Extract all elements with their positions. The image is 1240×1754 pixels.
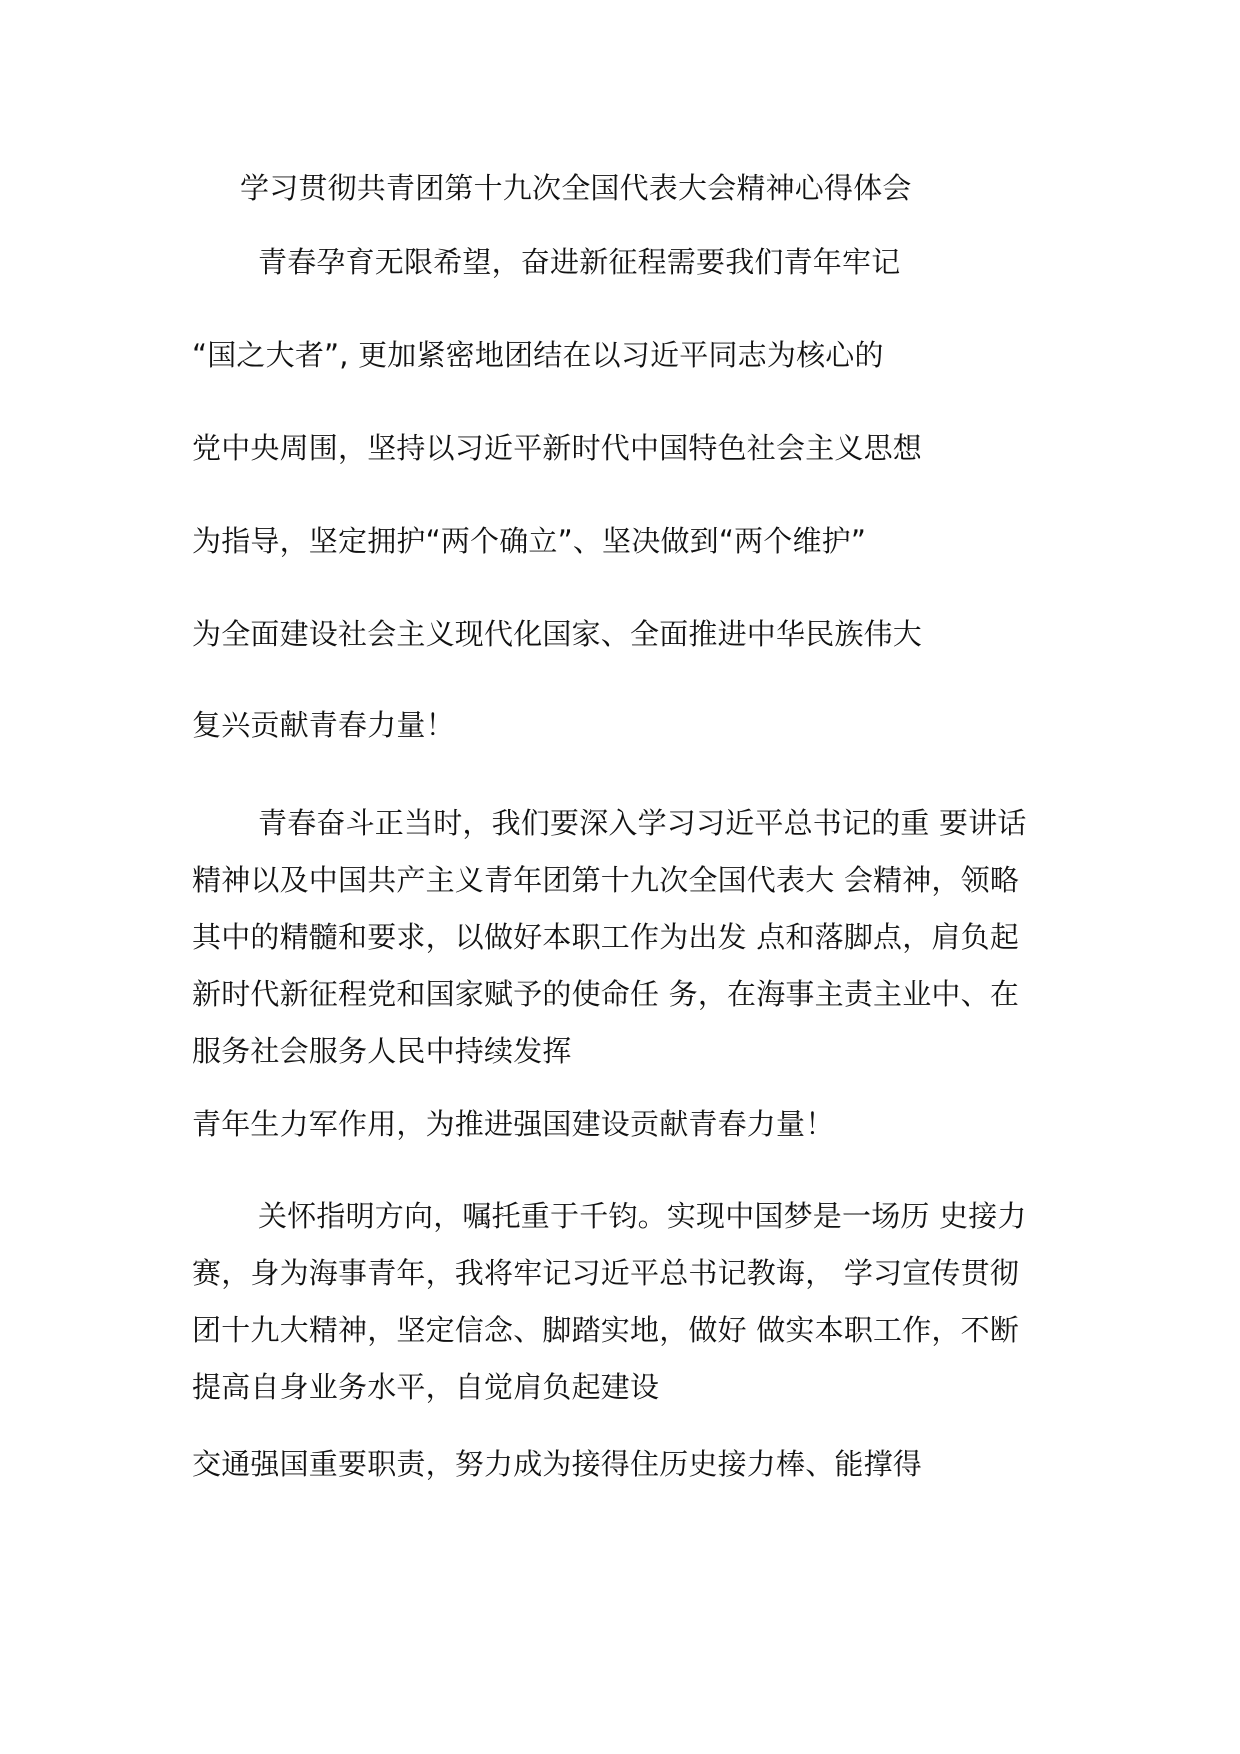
paragraph-2-line-2: 精神以及中国共产主义青年团第十九次全国代表大 会精神，领略: [192, 863, 1020, 897]
paragraph-1-line-1: 青春孕育无限希望，奋进新征程需要我们青年牢记: [258, 245, 901, 279]
paragraph-2-line-4: 新时代新征程党和国家赋予的使命任 务，在海事主责主业中、在: [192, 977, 1020, 1011]
paragraph-1-line-5: 为全面建设社会主义现代化国家、全面推进中华民族伟大: [192, 617, 923, 651]
paragraph-2-line-5: 服务社会服务人民中持续发挥: [192, 1034, 572, 1068]
paragraph-1-line-2: “国之大者”, 更加紧密地团结在以习近平同志为核心的: [192, 338, 884, 372]
paragraph-3-line-4: 提高自身业务水平，自觉肩负起建设: [192, 1370, 660, 1404]
document-title: 学习贯彻共青团第十九次全国代表大会精神心得体会: [240, 171, 912, 205]
paragraph-1-line-6: 复兴贡献青春力量！: [192, 708, 455, 742]
paragraph-3-line-2: 赛，身为海事青年，我将牢记习近平总书记教诲， 学习宣传贯彻: [192, 1256, 1020, 1290]
paragraph-2-line-1: 青春奋斗正当时，我们要深入学习习近平总书记的重 要讲话: [258, 806, 1027, 840]
paragraph-2-line-6: 青年生力军作用，为推进强国建设贡献青春力量！: [192, 1107, 835, 1141]
paragraph-3-line-5: 交通强国重要职责，努力成为接得住历史接力棒、能撑得: [192, 1447, 923, 1481]
paragraph-2-line-3: 其中的精髓和要求，以做好本职工作为出发 点和落脚点，肩负起: [192, 920, 1020, 954]
paragraph-3-line-1: 关怀指明方向，嘱托重于千钧。实现中国梦是一场历 史接力: [258, 1199, 1027, 1233]
paragraph-1-line-3: 党中央周围，坚持以习近平新时代中国特色社会主义思想: [192, 431, 923, 465]
paragraph-1-line-4: 为指导，坚定拥护“两个确立”、坚决做到“两个维护”: [192, 524, 867, 558]
paragraph-3-line-3: 团十九大精神，坚定信念、脚踏实地，做好 做实本职工作，不断: [192, 1313, 1020, 1347]
